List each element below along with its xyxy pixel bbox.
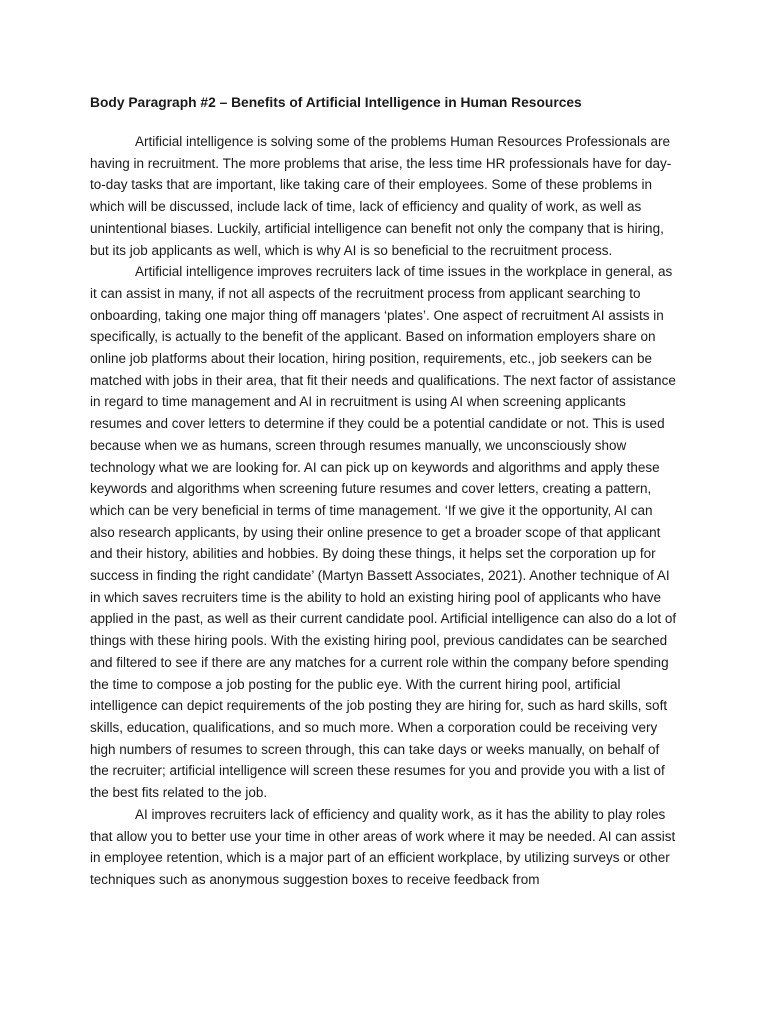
- document-heading: Body Paragraph #2 – Benefits of Artificial Intelligence in Human Resources: [90, 95, 582, 110]
- document-body: [90, 131, 680, 891]
- paragraph-efficiency: AI improves recruiters lack of efficiency and quality work, as it has the ability to play roles that allow you to better use your time in other areas of work where it may be needed. AI can assist in employee retention, which is a major part of an efficient workplace, by utilizing surveys or other techniques such as anonymous suggestion boxes to receive feedback from: [90, 806, 676, 887]
- paragraph-time-management: Artificial intelligence improves recruiters lack of time issues in the workplace in general, as it can assist in many, if not all aspects of the recruitment process from applicant searching to onboarding, taking one major thing off managers ‘plates’. One aspect of recruitment AI assists in specifically, is actually to the benefit of the applicant. Based on information employers share on online job platforms about their location, hiring position, requirements, etc., job seekers can be matched with jobs in their area, that fit their needs and qualifications. The next factor of assistance in regard to time management and AI in recruitment is using AI when screening applicants resumes and cover letters to determine if they could be a potential candidate or not. This is used because when we as humans, screen through resumes manually, we unconsciously show technology what we are looking for. AI can pick up on keywords and algorithms and apply these keywords and algorithms when screening future resumes and cover letters, creating a pattern, which can be very beneficial in terms of time management. ‘If we give it the opportunity, AI can also research applicants, by using their online presence to get a broader scope of that applicant and their history, abilities and hobbies. By doing these things, it helps set the corporation up for success in finding the right candidate’ (Martyn Bassett Associates, 2021). Another technique of AI in which saves recruiters time is the ability to hold an existing hiring pool of applicants who have applied in the past, as well as their current candidate pool. Artificial intelligence can also do a lot of things with these hiring pools. With the existing hiring pool, previous candidates can be searched and filtered to see if there are any matches for a current role within the company before spending the time to compose a job posting for the public eye. With the current hiring pool, artificial intelligence can depict requirements of the job posting they are hiring for, such as hard skills, soft skills, education, qualifications, and so much more. When a corporation could be receiving very high numbers of resumes to screen through, this can take days or weeks manually, on behalf of the recruiter; artificial intelligence will screen these resumes for you and provide you with a list of the best fits related to the job.: [90, 264, 677, 801]
- paragraph-intro: Artificial intelligence is solving some of the problems Human Resources Professionals are having in recruitment. The more problems that arise, the less time HR professionals have for day-to-day tasks that are important, like taking care of their employees. Some of these problems in which will be discussed, include lack of time, lack of efficiency and quality of work, as well as unintentional biases. Luckily, artificial intelligence can benefit not only the company that is hiring, but its job applicants as well, which is why AI is so beneficial to the recruitment process.: [90, 134, 672, 258]
